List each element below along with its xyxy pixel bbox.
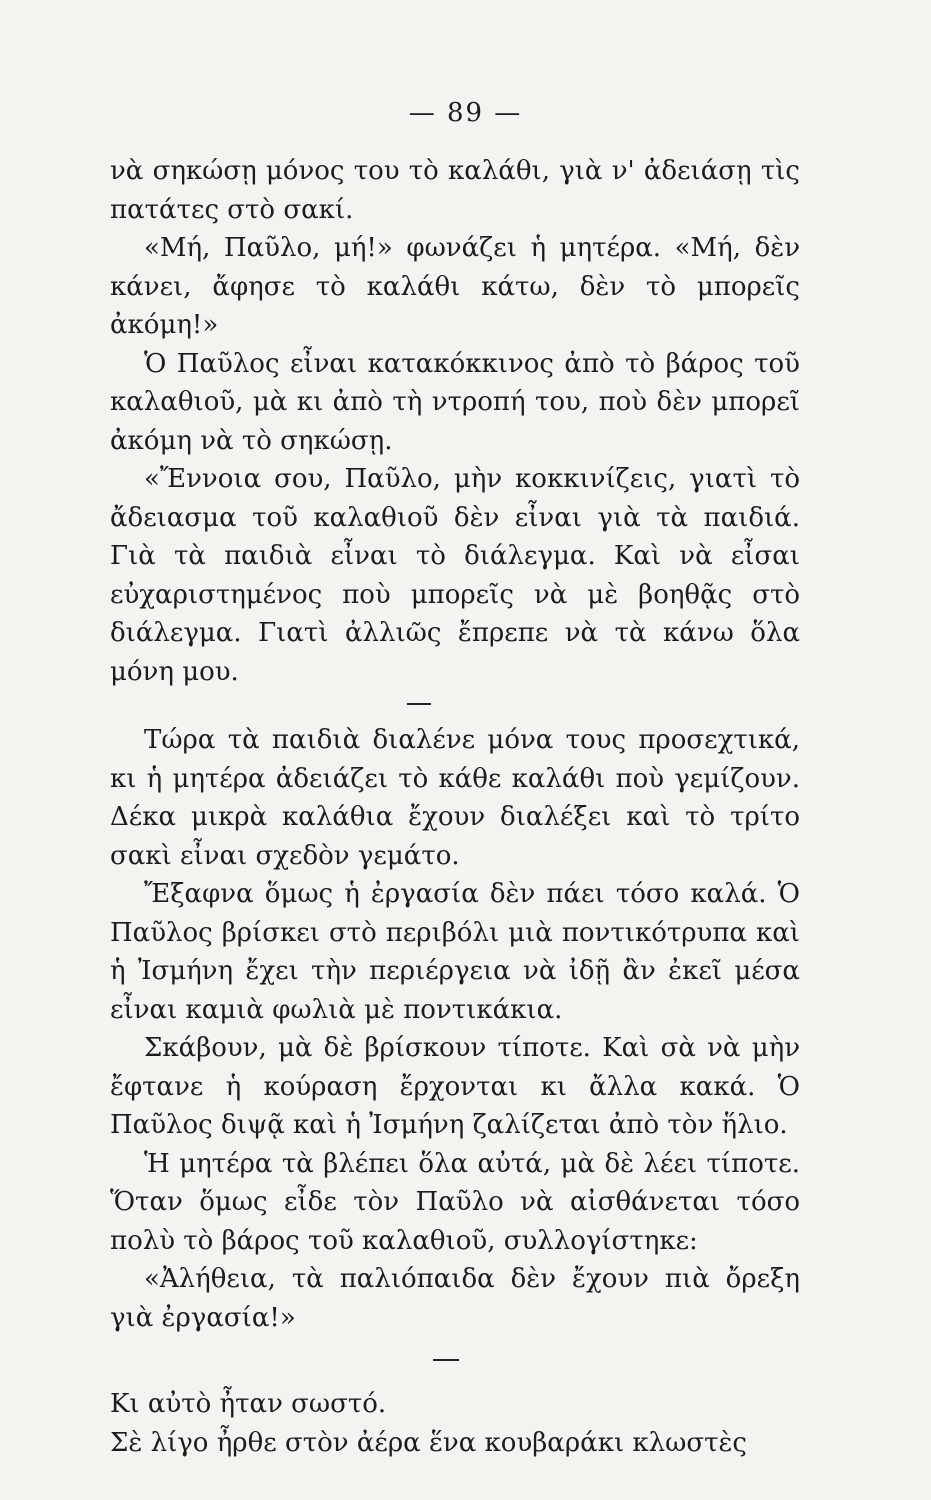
paragraph: νὰ σηκώσῃ μόνος του τὸ καλάθι, γιὰ ν' ἀδειάσῃ τὶς πατάτες στὸ σακί. [110, 156, 800, 225]
paragraph: Ἔξαφνα ὅμως ἡ ἐργασία δὲν πάει τόσο καλά. Ὁ Παῦλος βρίσκει στὸ περιβόλι μιὰ ποντικότρυπα καὶ ἡ Ἰσμήνη ἔχει τὴν περιέργεια νὰ ἰδῇ ἂν ἐκεῖ μέσα εἶναι καμιὰ φωλιὰ μὲ ποντικάκια. [110, 879, 800, 1025]
text-section-1 [110, 152, 800, 691]
section-divider [433, 1359, 459, 1361]
paragraph: Κι αὐτὸ ἦταν σωστό. [110, 1389, 387, 1419]
paragraph: Ἡ μητέρα τὰ βλέπει ὅλα αὐτά, μὰ δὲ λέει τίποτε. Ὅταν ὅμως εἶδε τὸν Παῦλο νὰ αἰσθάνεται τόσο πολὺ τὸ βάρος τοῦ καλαθιοῦ, συλλογίστηκε: [110, 1148, 800, 1256]
text-section-2 [110, 721, 800, 1337]
section-divider [407, 703, 431, 705]
text-section-3 [110, 1385, 800, 1462]
paragraph: «Ἔννοια σου, Παῦλο, μὴν κοκκινίζεις, γιατὶ τὸ ἄδειασμα τοῦ καλαθιοῦ δὲν εἶναι γιὰ τὰ παιδιά. Γιὰ τὰ παιδιὰ εἶναι τὸ διάλεγμα. Καὶ νὰ εἶσαι εὐχαριστημένος ποὺ μπορεῖς νὰ μὲ βοηθᾷς στὸ διάλεγμα. Γιατὶ ἀλλιῶς ἔπρεπε νὰ τὰ κάνω ὅλα μόνη μου. [110, 464, 800, 687]
page-number: — 89 — [408, 98, 523, 128]
paragraph: Σὲ λίγο ἦρθε στὸν ἀέρα ἕνα κουβαράκι κλωστὲς [110, 1427, 747, 1458]
paragraph: «Μή, Παῦλο, μή!» φωνάζει ἡ μητέρα. «Μή, δὲν κάνει, ἄφησε τὸ καλάθι κάτω, δὲν τὸ μπορεῖς ἀκόμη!» [110, 233, 800, 340]
paragraph: Σκάβουν, μὰ δὲ βρίσκουν τίποτε. Καὶ σὰ νὰ μὴν ἔφτανε ἡ κούραση ἔρχονται κι ἄλλα κακά. Ὁ Παῦλος διψᾷ καὶ ἡ Ἰσμήνη ζαλίζεται ἀπὸ τὸν ἥλιο. [110, 1033, 800, 1140]
paragraph: Τώρα τὰ παιδιὰ διαλένε μόνα τους προσεχτικά, κι ἡ μητέρα ἀδειάζει τὸ κάθε καλάθι ποὺ γεμίζουν. Δέκα μικρὰ καλάθια ἔχουν διαλέξει καὶ τὸ τρίτο σακὶ εἶναι σχεδὸν γεμάτο. [110, 725, 800, 871]
paragraph: «Ἀλήθεια, τὰ παλιόπαιδα δὲν ἔχουν πιὰ ὄρεξη γιὰ ἐργασία!» [110, 1264, 800, 1333]
paragraph: Ὁ Παῦλος εἶναι κατακόκκινος ἀπὸ τὸ βάρος τοῦ καλαθιοῦ, μὰ κι ἀπὸ τὴ ντροπή του, ποὺ δὲν μπορεῖ ἀκόμη νὰ τὸ σηκώσῃ. [110, 348, 800, 456]
